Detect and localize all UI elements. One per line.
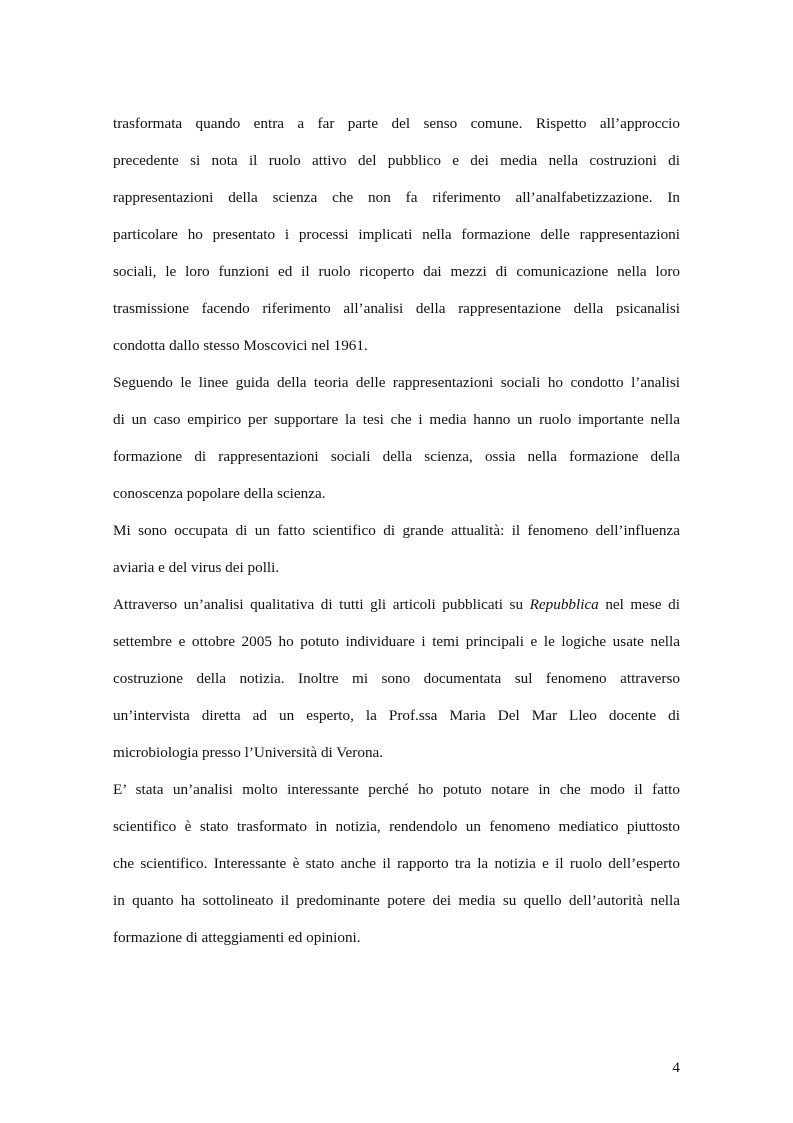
text-line: in quanto ha sottolineato il predominante potere dei media su quello dell’autorità nella <box>113 892 680 909</box>
text-line: scientifico è stato trasformato in notizia, rendendolo un fenomeno mediatico piuttosto <box>113 818 680 835</box>
text-line: E’ stata un’analisi molto interessante perché ho potuto notare in che modo il fatto <box>113 781 680 798</box>
text-line <box>113 593 680 630</box>
text-line: che scientifico. Interessante è stato anche il rapporto tra la notizia e il ruolo dell’esperto <box>113 855 680 872</box>
text-line: formazione di atteggiamenti ed opinioni. <box>113 929 361 946</box>
text-line: Mi sono occupata di un fatto scientifico di grande attualità: il fenomeno dell’influenza <box>113 522 680 539</box>
text-line: aviaria e del virus dei polli. <box>113 559 280 576</box>
text-line: conoscenza popolare della scienza. <box>113 485 326 502</box>
text-line: rappresentazioni della scienza che non fa riferimento all’analfabetizzazione. In <box>113 189 680 206</box>
text-line: costruzione della notizia. Inoltre mi sono documentata sul fenomeno attraverso <box>113 670 680 687</box>
page-number: 4 <box>672 1059 680 1076</box>
paragraph <box>113 519 680 593</box>
paragraph <box>113 593 680 778</box>
italic-text: Repubblica <box>529 596 599 613</box>
text-line: trasmissione facendo riferimento all’analisi della rappresentazione della psicanalisi <box>113 300 680 317</box>
body-text <box>113 112 680 963</box>
text-line: trasformata quando entra a far parte del senso comune. Rispetto all’approccio <box>113 115 680 132</box>
text-line: condotta dallo stesso Moscovici nel 1961. <box>113 337 368 354</box>
text-line: particolare ho presentato i processi implicati nella formazione delle rappresentazioni <box>113 226 680 243</box>
text-line: settembre e ottobre 2005 ho potuto individuare i temi principali e le logiche usate nella <box>113 633 680 650</box>
text-line: un’intervista diretta ad un esperto, la Prof.ssa Maria Del Mar Lleo docente di <box>113 707 680 724</box>
text-line: Seguendo le linee guida della teoria delle rappresentazioni sociali ho condotto l’analisi <box>113 374 680 391</box>
paragraph <box>113 371 680 519</box>
text-line: formazione di rappresentazioni sociali della scienza, ossia nella formazione della <box>113 448 680 465</box>
paragraph <box>113 112 680 371</box>
text-segment: Attraverso un’analisi qualitativa di tutti gli articoli pubblicati su <box>113 596 530 613</box>
text-line: microbiologia presso l’Università di Verona. <box>113 744 384 761</box>
text-line: sociali, le loro funzioni ed il ruolo ricoperto dai mezzi di comunicazione nella loro <box>113 263 680 280</box>
text-line: di un caso empirico per supportare la tesi che i media hanno un ruolo importante nella <box>113 411 680 428</box>
text-segment: nel mese di <box>598 596 680 613</box>
paragraph <box>113 778 680 963</box>
text-line: precedente si nota il ruolo attivo del pubblico e dei media nella costruzioni di <box>113 152 680 169</box>
